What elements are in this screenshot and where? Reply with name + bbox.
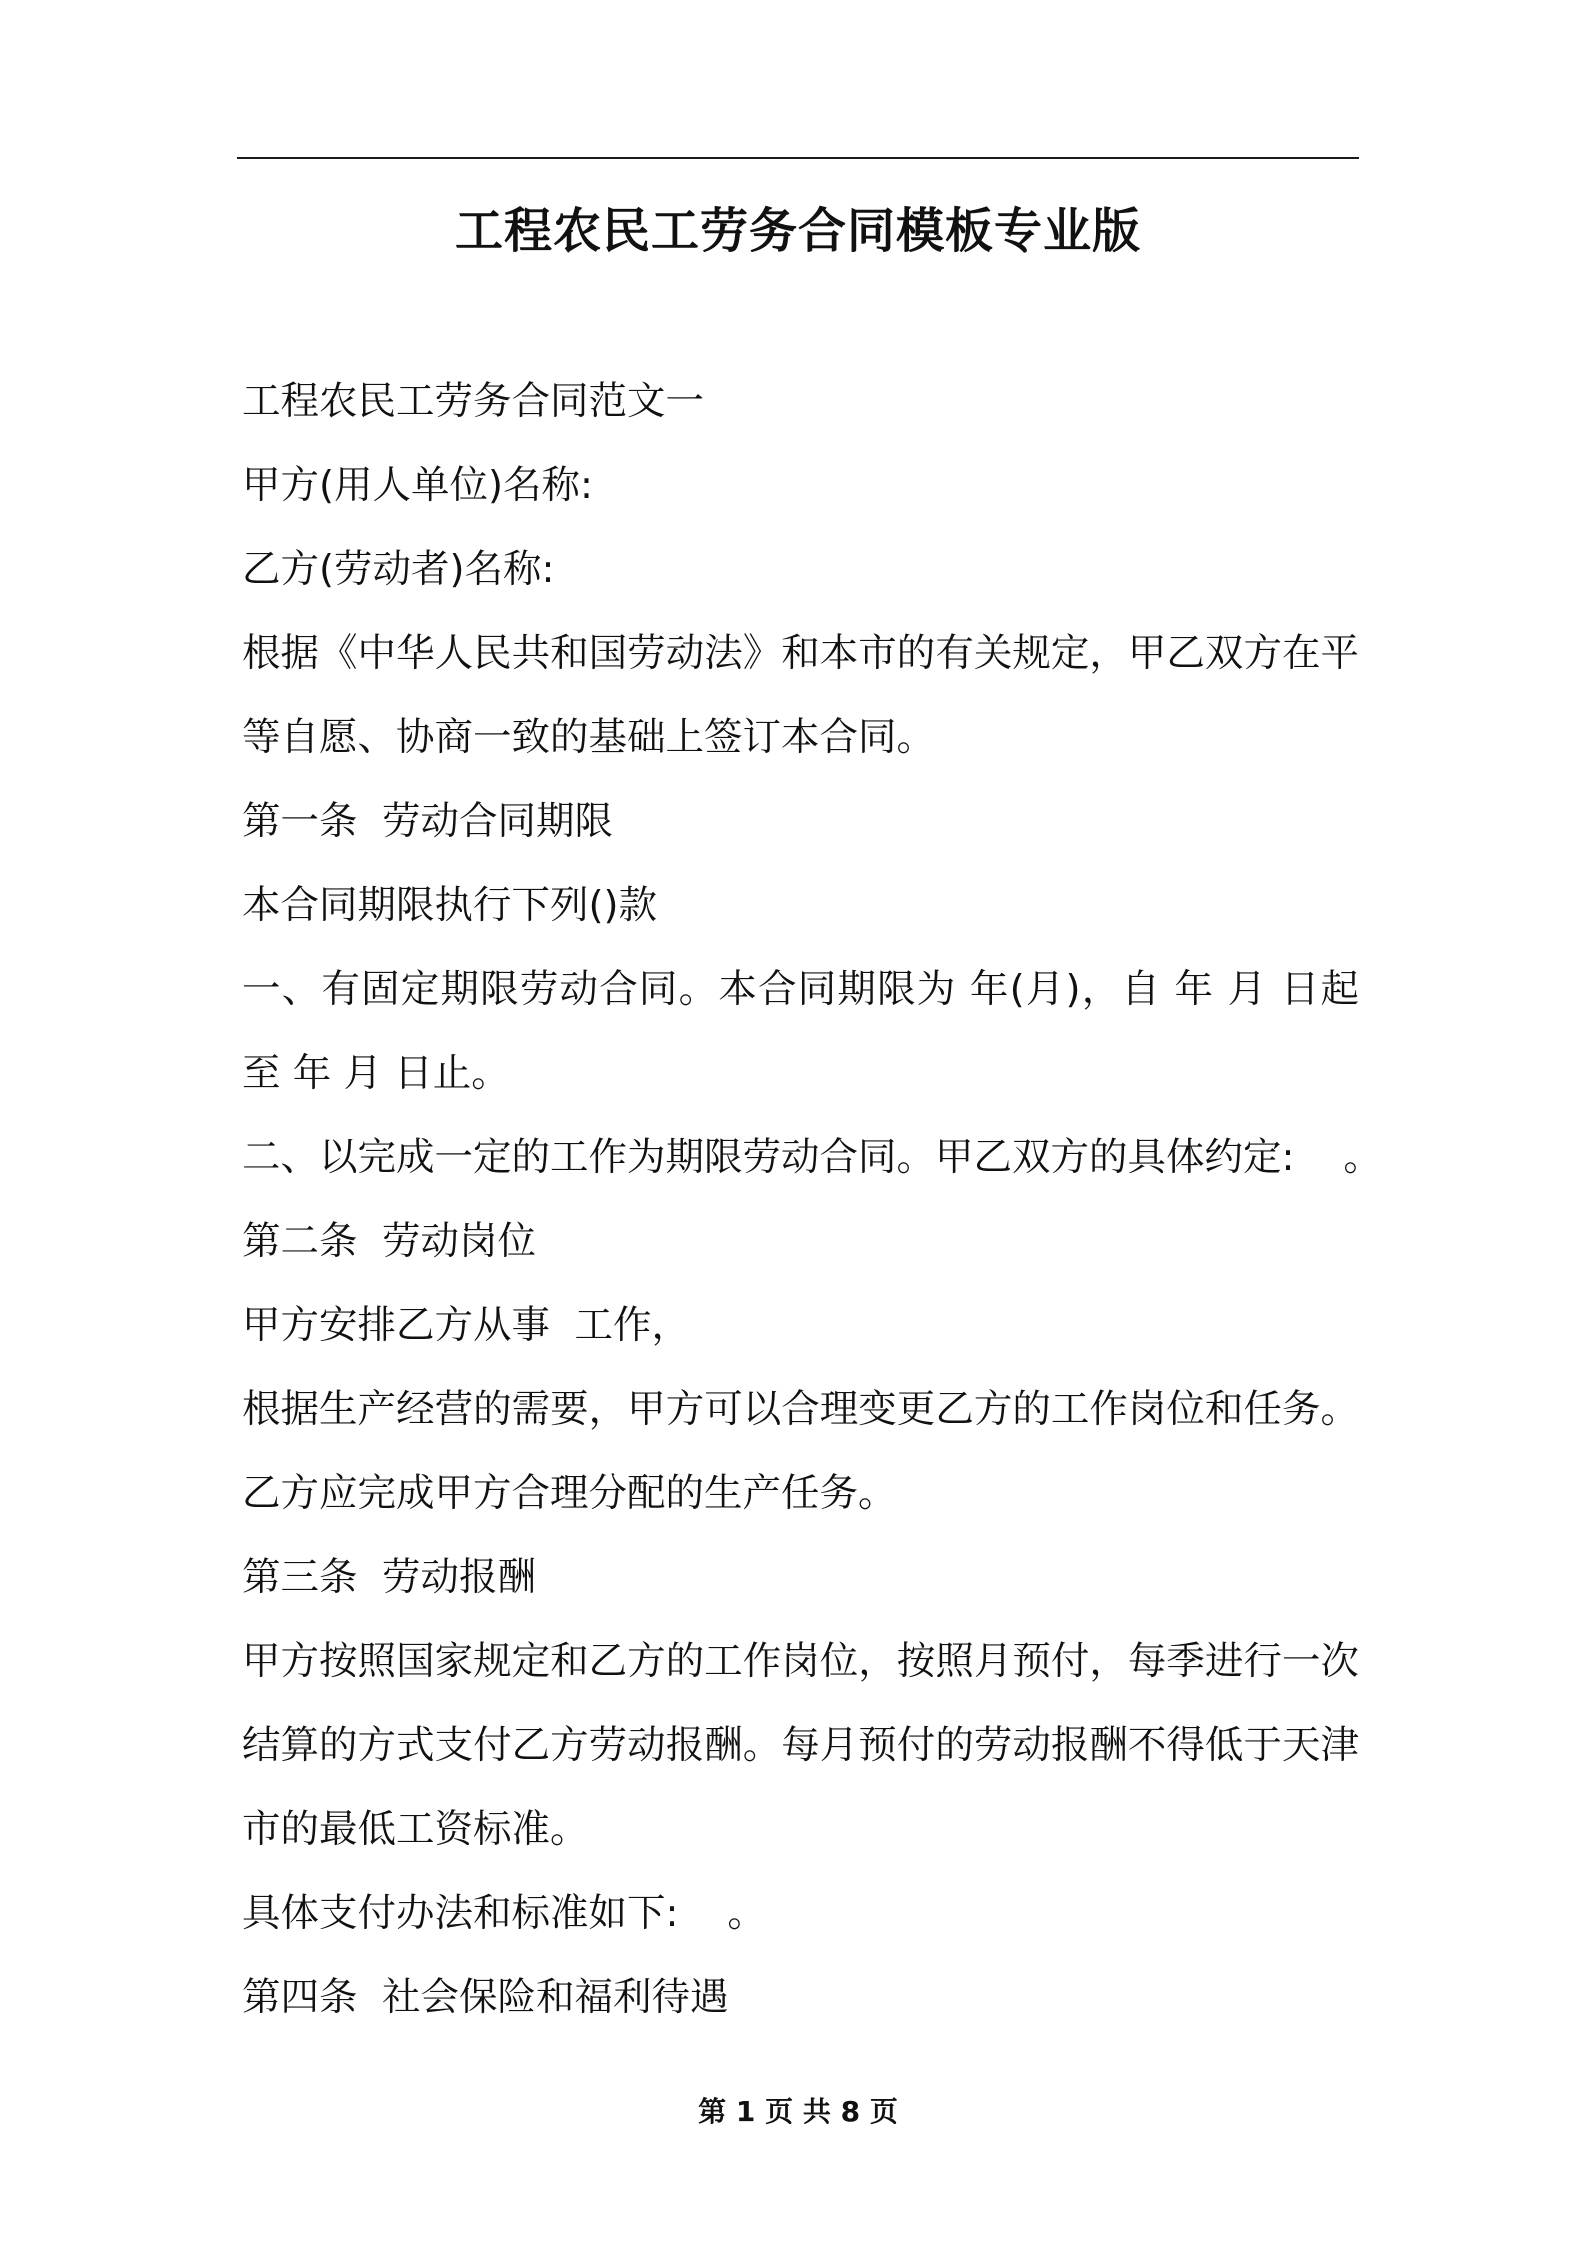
header-rule	[237, 157, 1359, 159]
party-b-name-field: 乙方(劳动者)名称:	[242, 547, 555, 592]
body-paragraph: 一、有固定期限劳动合同。本合同期限为 年(月)，自 年 月 日起至 年 月 日止。	[242, 967, 1359, 1096]
body-paragraph: 二、以完成一定的工作为期限劳动合同。甲乙双方的具体约定: 。	[242, 1135, 1382, 1180]
document-body	[242, 360, 1382, 2040]
party-a-name-field: 甲方(用人单位)名称:	[242, 463, 594, 508]
article-heading: 第三条 劳动报酬	[242, 1555, 536, 1600]
body-paragraph: 本合同期限执行下列()款	[242, 883, 658, 928]
body-paragraph: 根据生产经营的需要，甲方可以合理变更乙方的工作岗位和任务。乙方应完成甲方合理分配的生产任务。	[242, 1387, 1359, 1516]
body-paragraph: 具体支付办法和标准如下: 。	[242, 1891, 766, 1936]
page-number-footer: 第 1 页 共 8 页	[698, 2095, 898, 2128]
body-paragraph: 甲方安排乙方从事 工作，	[242, 1303, 690, 1348]
body-paragraph: 甲方按照国家规定和乙方的工作岗位，按照月预付，每季进行一次结算的方式支付乙方劳动报酬。每月预付的劳动报酬不得低于天津市的最低工资标准。	[242, 1639, 1359, 1852]
preamble-paragraph: 根据《中华人民共和国劳动法》和本市的有关规定，甲乙双方在平等自愿、协商一致的基础上签订本合同。	[242, 631, 1359, 760]
article-heading: 第二条 劳动岗位	[242, 1219, 536, 1264]
article-heading: 第一条 劳动合同期限	[242, 799, 613, 844]
article-heading: 第四条 社会保险和福利待遇	[242, 1975, 729, 2020]
document-title: 工程农民工劳务合同模板专业版	[454, 203, 1141, 259]
section-heading: 工程农民工劳务合同范文一	[242, 379, 705, 424]
